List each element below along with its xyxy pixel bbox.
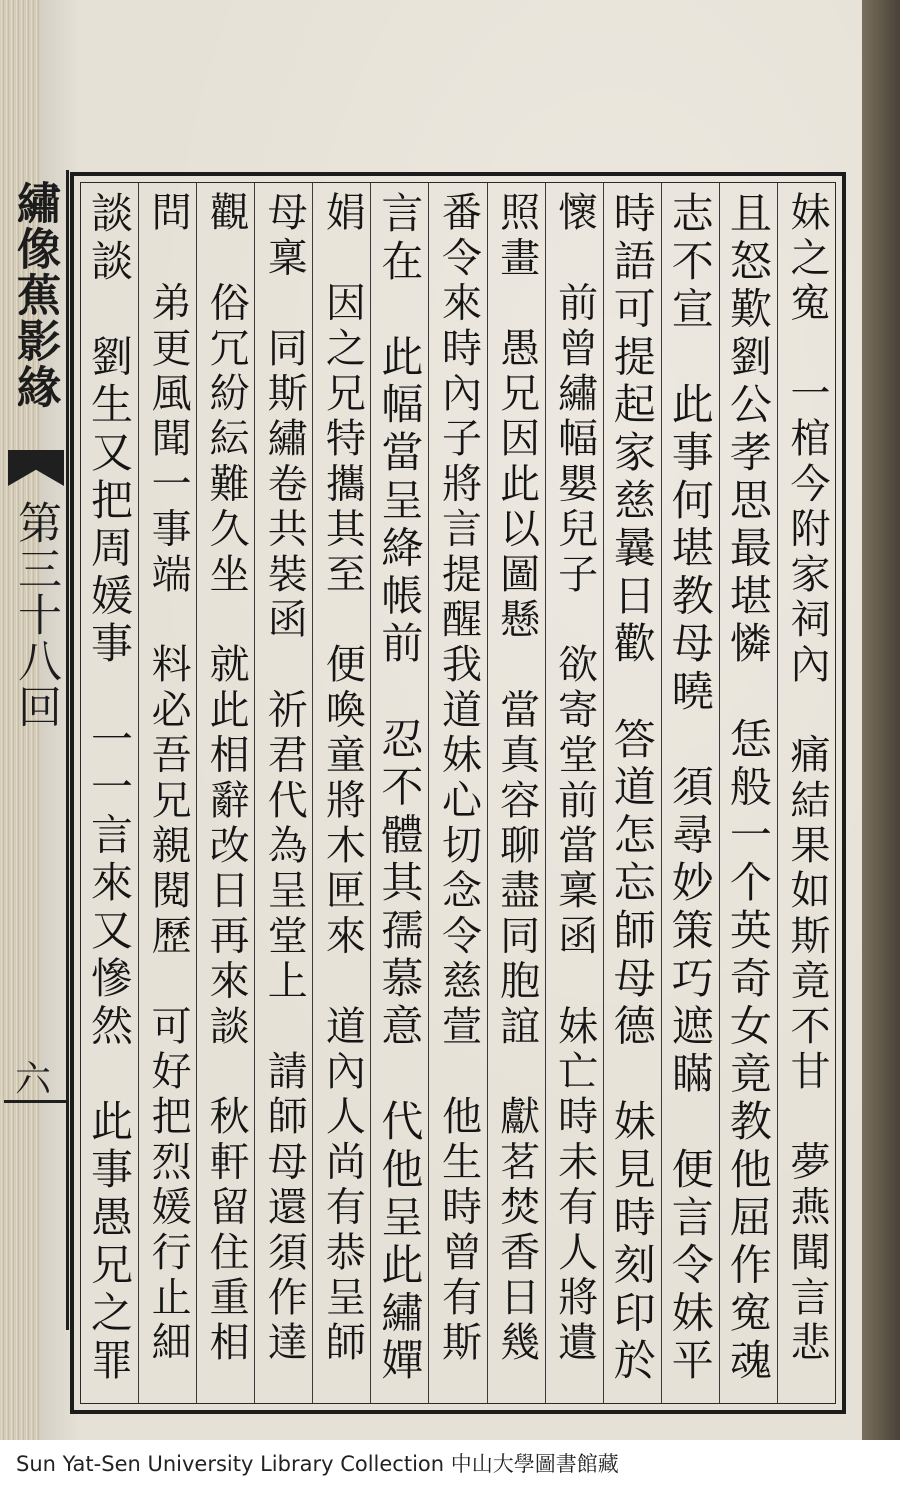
text-frame [70,172,846,1414]
text-column [719,183,777,1403]
text-column [603,183,661,1403]
text-column [312,183,370,1403]
library-credit: Sun Yat-Sen University Library Collection 中山大學圖書館藏 [0,1440,900,1488]
column-text: 懷 前曾繡幅嬰兒子 欲寄堂前當稟函 妹亡時未有人將遺 [551,191,598,1367]
text-column [254,183,312,1403]
column-text: 觀 俗冗紛紜難久坐 就此相辭改日再來談 秋軒留住重相 [203,191,250,1367]
column-text: 志不宣 此事何堪教母曉 須尋妙策巧遮瞞 便言令妹平 [665,191,715,1386]
fold-divider [4,1100,66,1103]
column-text: 問 弟更風聞一事端 料必吾兄親閱歷 可好把烈媛行止細 [145,191,192,1367]
text-columns [81,183,835,1403]
column-text: 照畫 愚兄因此以圖懸 當真容聊盡同胞誼 獻茗焚香日幾 [493,191,540,1367]
page-centre-fold [4,170,69,1330]
text-column [545,183,603,1403]
column-text: 番令來時內子將言提醒我道妹心切念令慈萱 他生時曾有斯 [435,191,482,1367]
text-column [428,183,486,1403]
column-text: 娟 因之兄特攜其至 便喚童將木匣來 道內人尚有恭呈師 [319,191,366,1367]
column-text: 談談 劉生又把周媛事 一一言來又慘然 此事愚兄之罪 [85,191,135,1386]
text-column [487,183,545,1403]
text-column [81,183,138,1403]
text-column [370,183,428,1403]
column-text: 時語可提起家慈曩日歡 答道怎忘師母德 妹見時刻印於 [607,191,657,1386]
text-column [196,183,254,1403]
column-text: 且怒歎劉公孝思最堪憐 恁般一个英奇女竟教他屈作寃魂 [723,191,773,1386]
fold-chapter-label: 第三十八回 [10,500,61,730]
text-column [661,183,719,1403]
text-frame-inner [80,182,836,1404]
fish-tail-ornament [8,450,64,486]
column-text: 妹之寃 一棺今附家祠內 痛結果如斯竟不甘 夢燕聞言悲 [783,191,830,1367]
fold-book-title: 繡像蕉影緣 [9,180,60,410]
text-column [138,183,196,1403]
book-gutter-shadow [862,0,900,1440]
fold-folio-number: 六 [14,1059,51,1100]
text-column [777,183,835,1403]
column-text: 母稟 同斯繡卷共裝函 祈君代為呈堂上 請師母還須作達 [261,191,308,1367]
column-text: 言在 此幅當呈絳帳前 忍不體其孺慕意 代他呈此繡嬋 [375,191,425,1386]
